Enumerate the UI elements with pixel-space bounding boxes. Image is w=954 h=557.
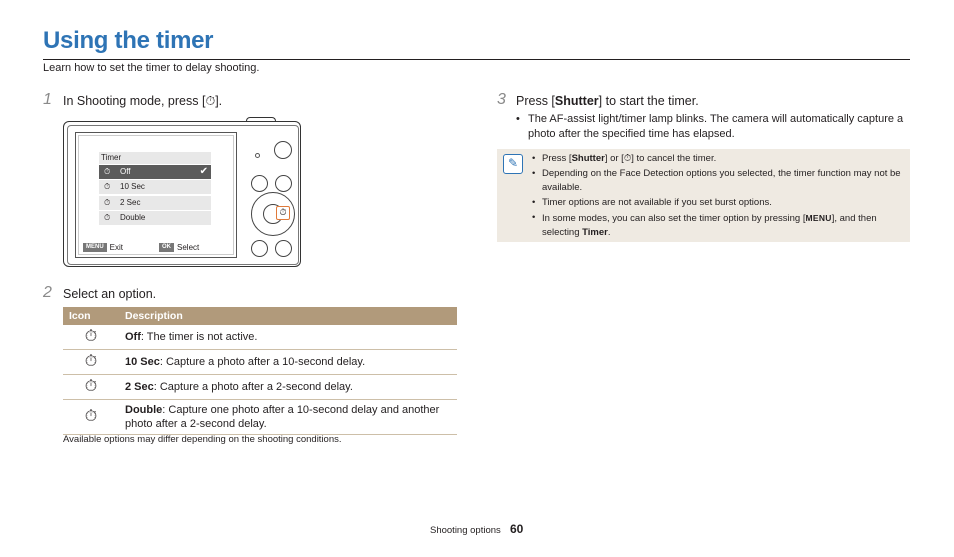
timer-button-highlight-icon: ⏱ — [276, 206, 290, 220]
option-description: : The timer is not active. — [140, 331, 258, 343]
camera-status-lamp — [255, 153, 260, 158]
timer-2sec-icon: ⏱ — [63, 375, 119, 400]
note-text: . — [607, 227, 611, 238]
note-list — [530, 152, 902, 241]
table-cell-description — [119, 375, 457, 400]
lcd-select-label: Select — [177, 243, 200, 252]
table-row — [63, 375, 457, 400]
camera-delete-button — [275, 240, 292, 257]
lcd-menu-item-label: 10 Sec — [120, 182, 145, 191]
camera-mode-button — [251, 175, 268, 192]
timer-2sec-icon: ⏱ — [104, 198, 111, 207]
step-3-text-part: ] to start the timer. — [598, 94, 699, 108]
note-text: Press [ — [542, 153, 572, 164]
menu-key-icon: MENU — [805, 213, 832, 223]
note-item — [530, 196, 902, 210]
timer-10sec-icon: ⏱ — [63, 350, 119, 375]
menu-key-icon: MENU — [83, 243, 107, 252]
table-cell-description — [119, 400, 457, 435]
option-name: 10 Sec — [125, 356, 160, 368]
step-3-bullet: • The AF-assist light/timer lamp blinks. The camera will automatically capture a photo after the specified time has elapsed. — [516, 113, 904, 140]
option-name: 2 Sec — [125, 381, 154, 393]
lcd-menu-title: Timer — [99, 152, 211, 164]
timer-off-icon: ⏱ — [104, 167, 111, 176]
timer-menu-label: Timer — [582, 227, 608, 238]
page-number: 60 — [510, 522, 524, 536]
step-2-number: 2 — [43, 284, 52, 301]
table-row — [63, 400, 457, 435]
note-text: In some modes, you can also set the timer option by pressing [ — [542, 213, 806, 224]
option-name: Off — [125, 331, 141, 343]
title-divider — [43, 59, 910, 60]
lcd-menu-item-2sec — [99, 196, 211, 210]
step-1-text: In Shooting mode, press [⏱]. — [63, 94, 223, 108]
lcd-menu-item-off — [99, 165, 211, 179]
table-header-row — [63, 307, 457, 325]
lcd-menu-item-double — [99, 211, 211, 225]
step-1-number: 1 — [43, 91, 52, 108]
timer-double-icon: ⏱ — [104, 213, 111, 222]
note-text: ], and then selecting — [542, 213, 877, 238]
table-row — [63, 350, 457, 375]
step-3-text-part: Press [ — [516, 94, 555, 108]
lcd-exit-hint — [83, 243, 123, 252]
table-header-description: Description — [119, 307, 457, 325]
option-description: : Capture a photo after a 2-second delay. — [153, 381, 353, 393]
option-description: : Capture one photo after a 10-second delay and another photo after a 2-second delay. — [125, 404, 440, 430]
footer-section-label: Shooting options — [430, 525, 501, 536]
lcd-select-hint — [159, 243, 199, 252]
note-text: Timer options are not available if you set burst options. — [542, 197, 772, 208]
note-text: ] or [⏱] to cancel the timer. — [604, 153, 717, 164]
shutter-key-label: Shutter — [554, 94, 599, 108]
lcd-menu-item-label: Off — [120, 167, 131, 176]
timer-off-icon: ⏱ — [63, 325, 119, 350]
table-cell-description — [119, 350, 457, 375]
check-icon: ✔ — [199, 166, 208, 177]
step-3-bullet-text: The AF-assist light/timer lamp blinks. The camera will automatically capture a photo after the specified time has elapsed. — [528, 113, 904, 140]
table-footnote: Available options may differ depending on the shooting conditions. — [63, 434, 342, 445]
option-description: : Capture a photo after a 10-second delay. — [159, 356, 366, 368]
lcd-menu-item-label: 2 Sec — [120, 198, 141, 207]
note-text: Depending on the Face Detection options you selected, the timer function may not be available. — [542, 168, 901, 193]
table-cell-description — [119, 325, 457, 350]
note-item — [530, 152, 902, 166]
camera-play-button — [274, 141, 292, 159]
shutter-key-label: Shutter — [571, 153, 605, 164]
lcd-menu-item-10sec — [99, 180, 211, 194]
option-name: Double — [125, 404, 163, 416]
lcd-exit-label: Exit — [109, 243, 124, 252]
timer-double-icon: ⏱ — [63, 400, 119, 435]
note-item — [530, 167, 902, 195]
camera-home-button — [275, 175, 292, 192]
step-3-text — [516, 94, 699, 108]
page-title: Using the timer — [43, 27, 214, 54]
page-subtitle: Learn how to set the timer to delay shooting. — [43, 62, 260, 74]
lcd-menu-item-label: Double — [120, 213, 146, 222]
table-header-icon: Icon — [63, 307, 119, 325]
step-3-number: 3 — [497, 91, 506, 108]
camera-menu-button — [251, 240, 268, 257]
step-2-text: Select an option. — [63, 287, 157, 301]
note-item — [530, 211, 902, 240]
note-pencil-icon: ✎ — [503, 154, 523, 174]
timer-options-table — [63, 307, 457, 435]
table-row — [63, 325, 457, 350]
ok-key-icon: OK — [159, 243, 174, 252]
timer-10sec-icon: ⏱ — [104, 182, 111, 191]
